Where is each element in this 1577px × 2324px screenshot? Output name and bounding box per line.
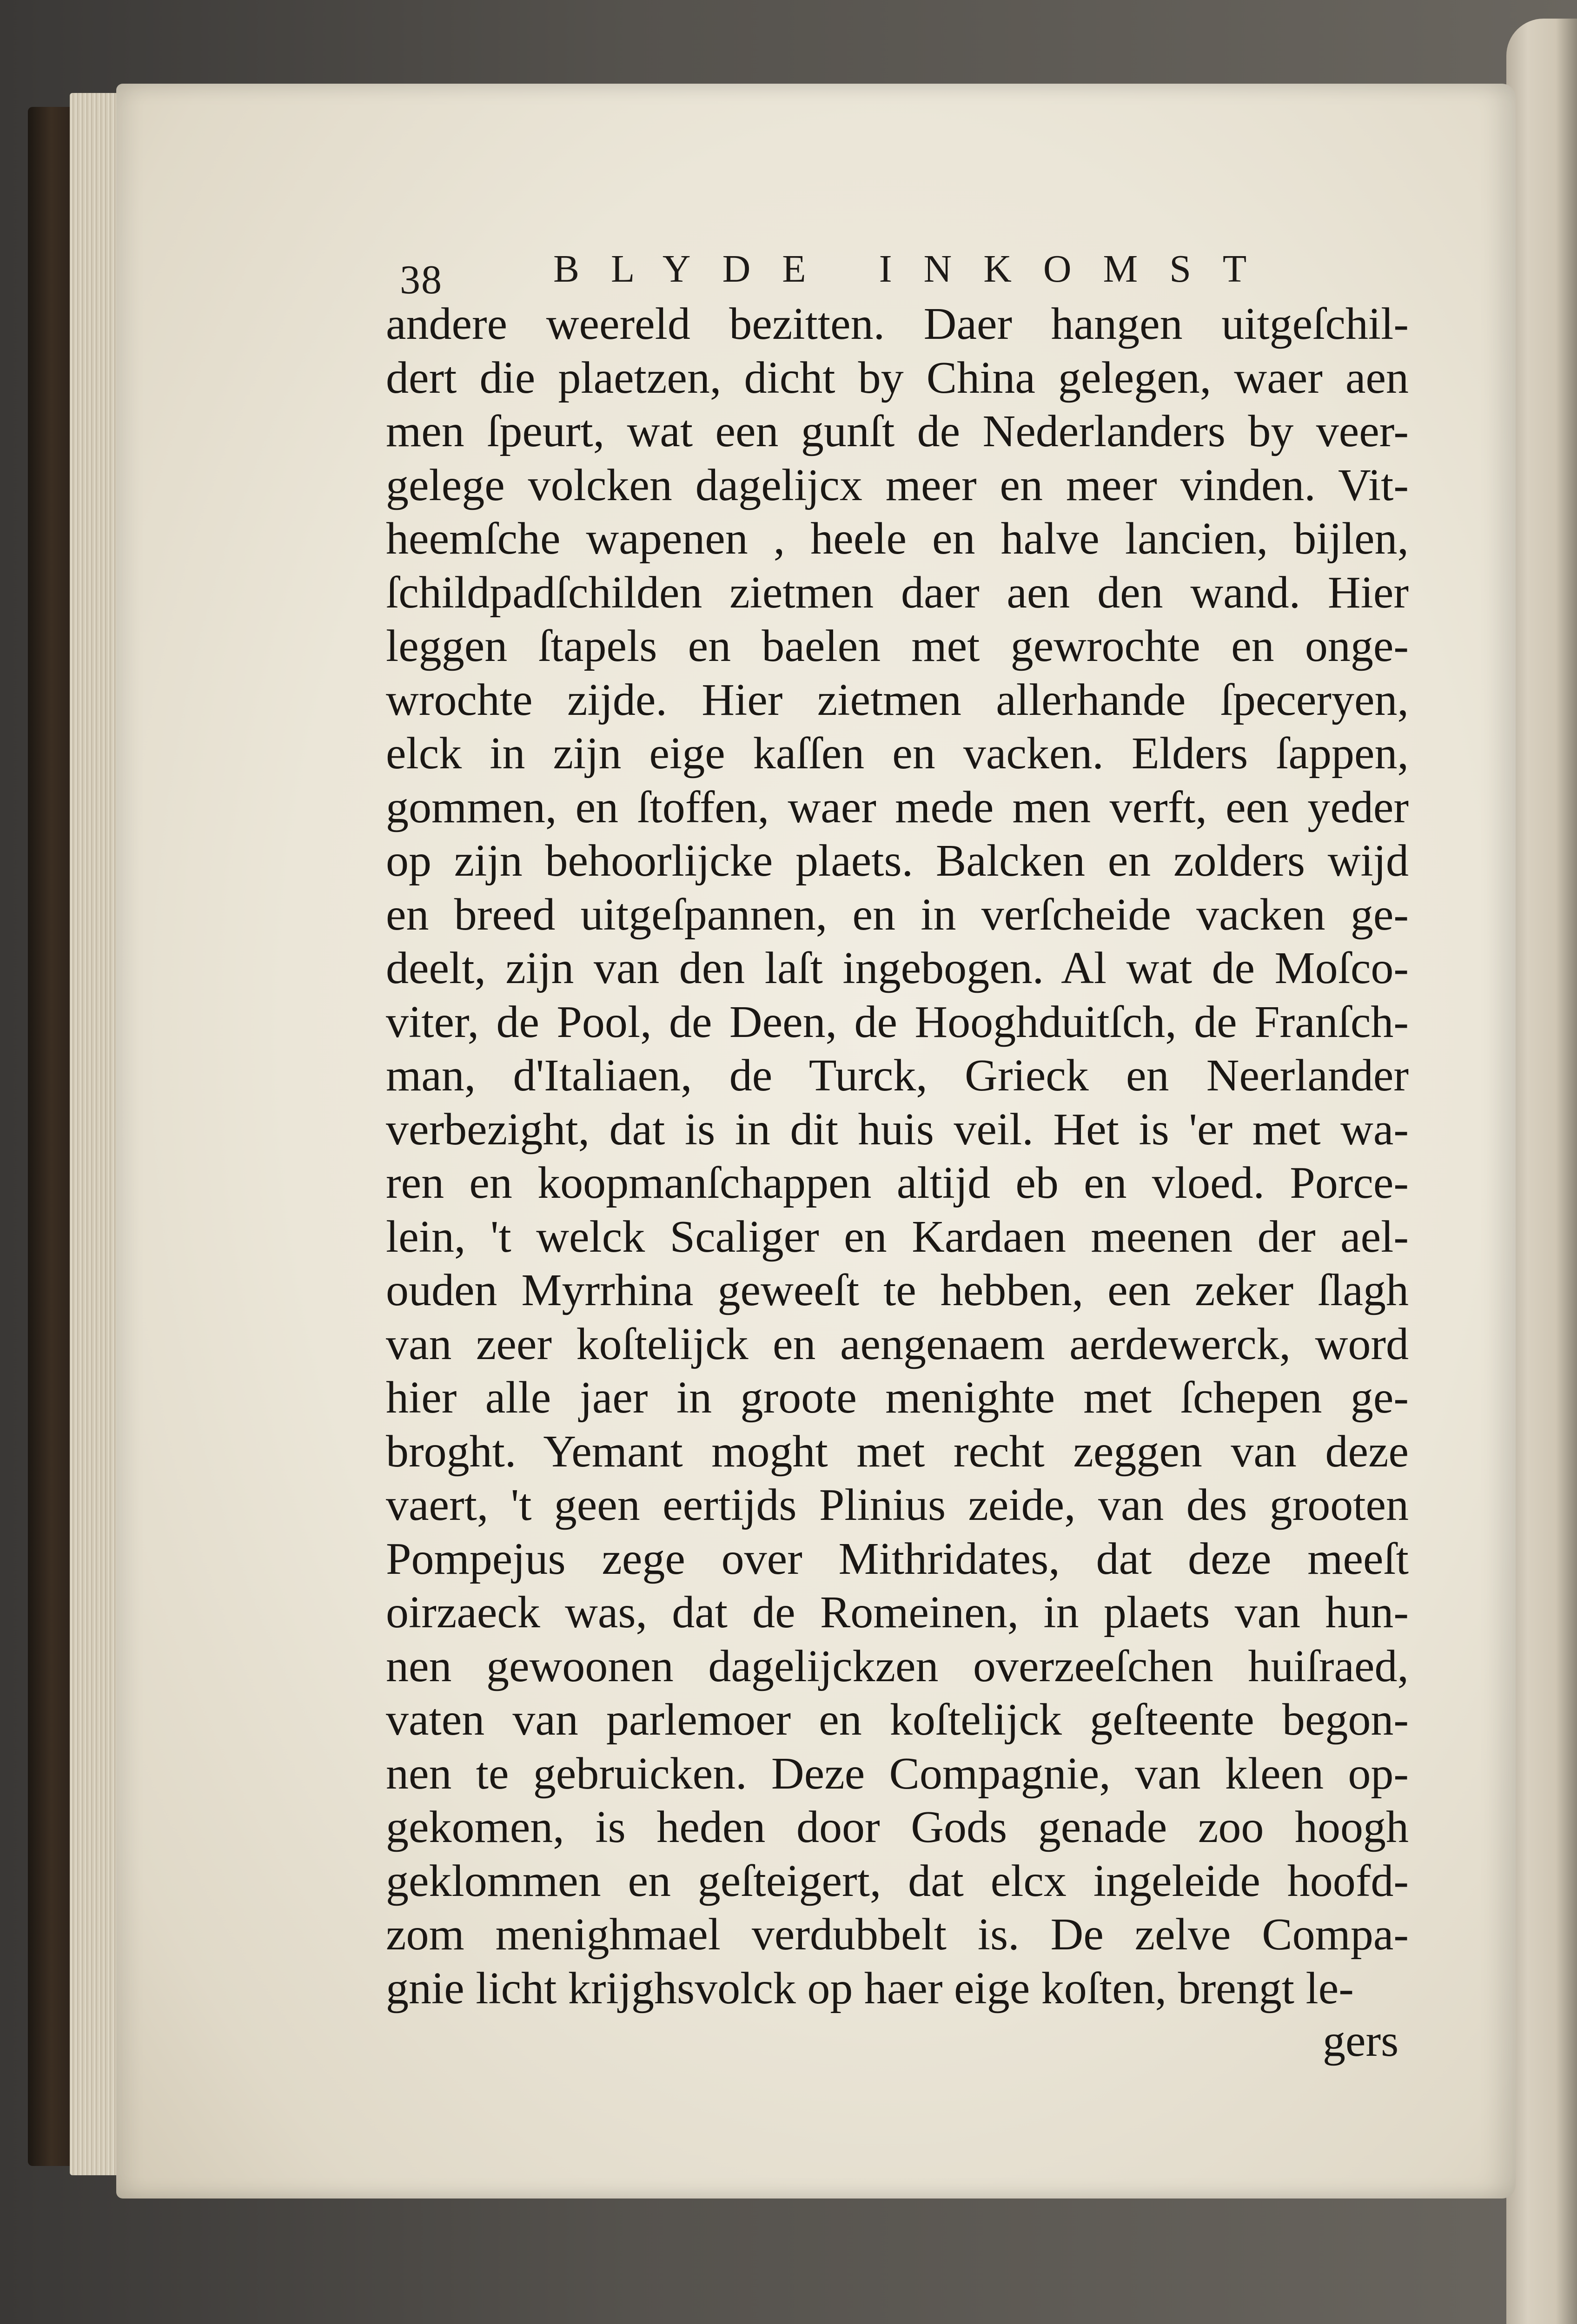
text-line: zom menighmael verdubbelt is. De zelve Compa- (386, 1909, 1409, 1960)
text-line: gekomen, is heden door Gods genade zoo hoogh (386, 1802, 1409, 1852)
text-line: op zijn behoorlijcke plaets. Balcken en zolders wijd (386, 836, 1409, 886)
text-line: vaert, 't geen eertijds Plinius zeide, van des grooten (386, 1480, 1409, 1530)
text-line: gnie licht krijghsvolck op haer eige koſten, brengt le- (386, 1963, 1354, 2014)
text-line: en breed uitgeſpannen, en in verſcheide vacken ge- (386, 889, 1409, 940)
catchword: gers (1323, 2016, 1399, 2066)
text-line: man, d'Italiaen, de Turck, Grieck en Neerlander (386, 1050, 1409, 1101)
text-line: van zeer koſtelijck en aengenaem aerdewerck, word (386, 1319, 1409, 1369)
text-line: elck in zijn eige kaſſen en vacken. Elders ſappen, (386, 728, 1409, 779)
text-line: vaten van parlemoer en koſtelijck geſteente begon- (386, 1695, 1409, 1745)
text-line: gelege volcken dagelijcx meer en meer vinden. Vit- (386, 460, 1409, 510)
text-line: nen gewoonen dagelijckzen overzeeſchen huiſraed, (386, 1641, 1409, 1691)
text-line: ren en koopmanſchappen altijd eb en vloed. Porce- (386, 1158, 1409, 1208)
text-line: hier alle jaer in groote menighte met ſchepen ge- (386, 1373, 1409, 1423)
adjacent-page-edge (1506, 19, 1577, 2324)
text-line: leggen ſtapels en baelen met gewrochte en onge- (386, 621, 1409, 671)
text-line: verbezight, dat is in dit huis veil. Het is 'er met wa- (386, 1104, 1409, 1155)
text-line: heemſche wapenen , heele en halve lancien, bijlen, (386, 514, 1409, 564)
text-line: oirzaeck was, dat de Romeinen, in plaets van hun- (386, 1587, 1409, 1637)
text-line: viter, de Pool, de Deen, de Hooghduitſch, de Franſch- (386, 997, 1409, 1047)
text-line: nen te gebruicken. Deze Compagnie, van kleen op- (386, 1748, 1409, 1799)
text-line: andere weereld bezitten. Daer hangen uitgeſchil- (386, 299, 1409, 349)
text-line: broght. Yemant moght met recht zeggen van deze (386, 1426, 1409, 1477)
text-line: lein, 't welck Scaliger en Kardaen meenen der ael- (386, 1211, 1409, 1262)
body-text (386, 297, 1409, 2015)
text-line: geklommen en geſteigert, dat elcx ingeleide hoofd- (386, 1855, 1409, 1906)
page-number: 38 (400, 257, 443, 303)
text-line: ouden Myrrhina geweeſt te hebben, een zeker ſlagh (386, 1265, 1409, 1315)
text-line: Pompejus zege over Mithridates, dat deze meeſt (386, 1533, 1409, 1584)
text-line: deelt, zijn van den laſt ingebogen. Al wat de Moſco- (386, 943, 1409, 993)
running-head: BLYDE INKOMST (553, 247, 1279, 290)
text-line: gommen, en ſtoffen, waer mede men verft, een yeder (386, 782, 1409, 832)
text-line: wrochte zijde. Hier zietmen allerhande ſpeceryen, (386, 674, 1409, 725)
text-line: dert die plaetzen, dicht by China gelegen, waer aen (386, 352, 1409, 403)
text-line: ſchildpadſchilden zietmen daer aen den wand. Hier (386, 567, 1409, 618)
text-line: men ſpeurt, wat een gunſt de Nederlanders by veer- (386, 406, 1409, 456)
page-header (400, 246, 1330, 303)
